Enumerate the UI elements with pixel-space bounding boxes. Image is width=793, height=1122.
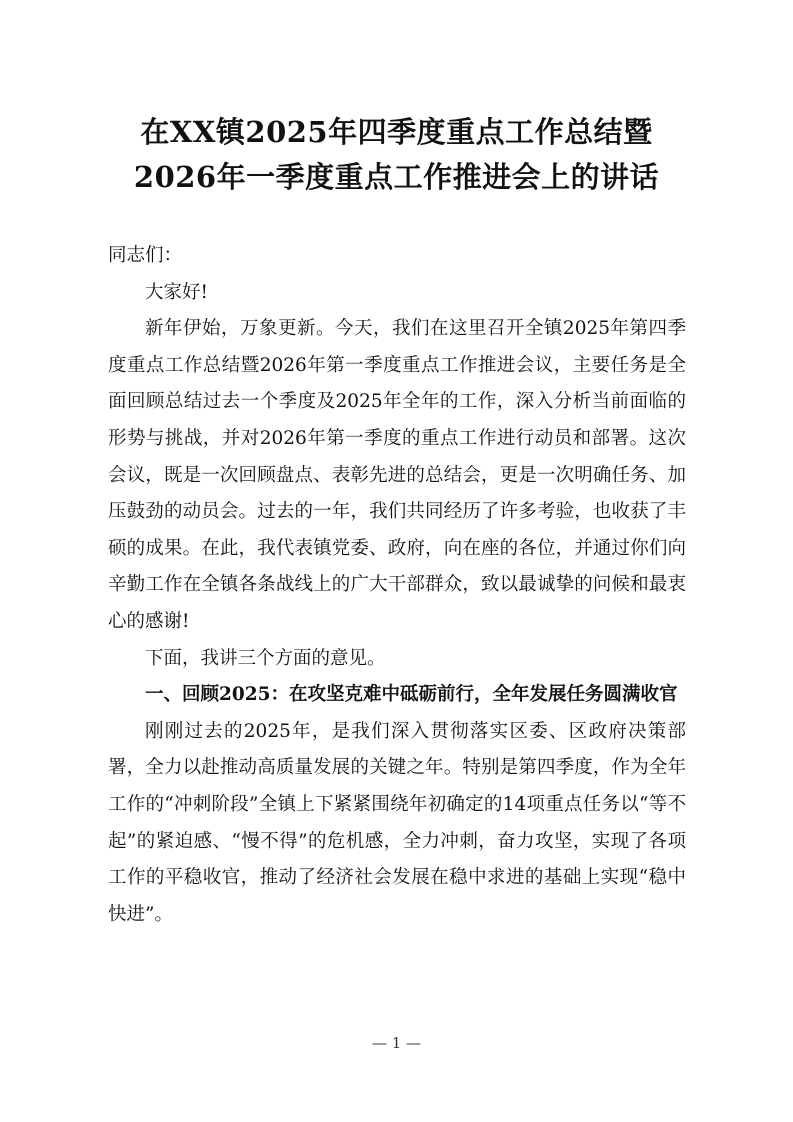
paragraph-outline: 下面，我讲三个方面的意见。 [145, 647, 386, 669]
document-title [90, 110, 703, 200]
paragraph-review-2025: 刚刚过去的2025年，是我们深入贯彻落实区委、区政府决策部署，全力以赴推动高质量发展的关键之年。特别是第四季度，作为全年工作的“冲刺阶段”全镇上下紧紧围绕年初确定的14项重点任务以“等不起”的紧迫感、“慢不得”的危机感，全力冲刺，奋力攻坚，实现了各项工作的平稳收官，推动了经济社会发展在稳中求进的基础上实现“稳中快进”。 [108, 720, 686, 925]
speech-body [108, 238, 686, 933]
title-line-1: 在XX镇2025年四季度重点工作总结暨 [140, 115, 653, 149]
paragraph-opening: 新年伊始，万象更新。今天，我们在这里召开全镇2025年第四季度重点工作总结暨2026年第一季度重点工作推进会议，主要任务是全面回顾总结过去一个季度及2025年全年的工作，深入分析当前面临的形势与挑战，并对2026年第一季度的重点工作进行动员和部署。这次会议，既是一次回顾盘点、表彰先进的总结会，更是一次明确任务、加压鼓劲的动员会。过去的一年，我们共同经历了许多考验，也收获了丰硕的成果。在此，我代表镇党委、政府，向在座的各位，并通过你们向辛勤工作在全镇各条战线上的广大干部群众，致以最诚挚的问候和最衷心的感谢! [108, 318, 686, 632]
salutation: 同志们： [108, 245, 183, 266]
page-number: — 1 — [371, 1034, 422, 1052]
greeting: 大家好! [145, 281, 208, 303]
title-line-2: 2026年一季度重点工作推进会上的讲话 [133, 160, 660, 194]
section-heading-1: 一、回顾2025：在攻坚克难中砥砺前行，全年发展任务圆满收官 [145, 684, 678, 706]
